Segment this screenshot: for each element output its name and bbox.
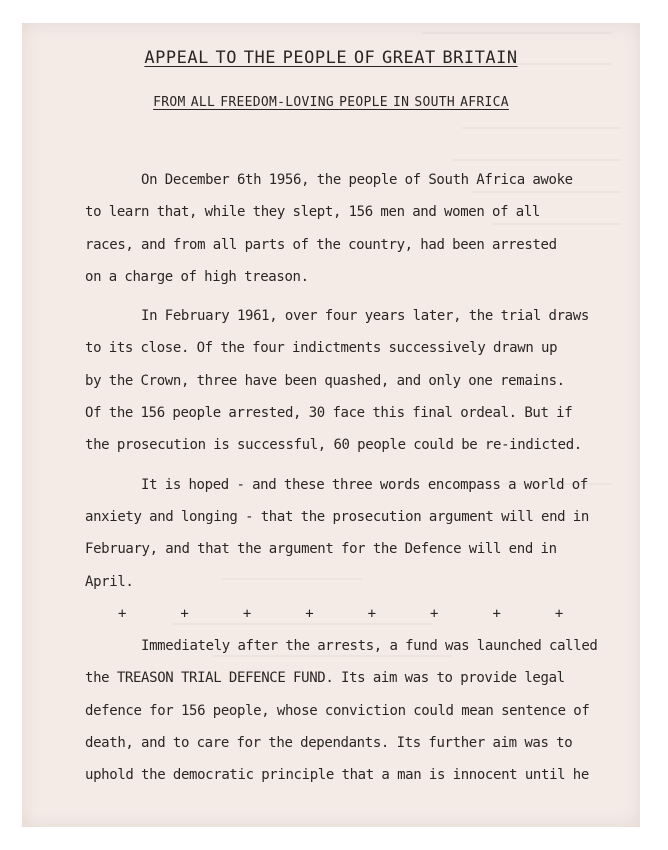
text-line: to learn that, while they slept, 156 men and women of all: [85, 204, 540, 221]
text-line: to its close. Of the four indictments successively drawn up: [85, 340, 558, 357]
document-subtitle: FROM ALL FREEDOM-LOVING PEOPLE IN SOUTH AFRICA: [153, 95, 509, 110]
text-line: on a charge of high treason.: [85, 268, 309, 285]
text-line: February, and that the argument for the Defence will end in: [85, 541, 557, 558]
text-line: Of the 156 people arrested, 30 face this final ordeal. But if: [85, 405, 573, 422]
document-title: APPEAL TO THE PEOPLE OF GREAT BRITAIN: [144, 48, 518, 68]
paragraph-1: [85, 164, 630, 293]
divider-plus: +: [180, 605, 189, 622]
paragraph-3: [85, 469, 630, 598]
divider-plus: +: [492, 605, 501, 622]
divider-plus: +: [118, 605, 127, 622]
text-line: It is hoped - and these three words encompass a world of: [141, 476, 588, 493]
text-line: death, and to care for the dependants. Its further aim was to: [85, 735, 573, 752]
paragraph-4: [85, 630, 630, 791]
paragraph-2: [85, 300, 630, 461]
text-line: In February 1961, over four years later, the trial draws: [141, 308, 589, 325]
text-line: anxiety and longing - that the prosecution argument will end in: [85, 508, 589, 525]
text-line: Immediately after the arrests, a fund was launched called: [141, 638, 598, 655]
text-line: the prosecution is successful, 60 people could be re-indicted.: [85, 437, 582, 454]
section-divider: [118, 598, 563, 630]
document-page: [22, 23, 640, 827]
text-line: April.: [85, 573, 134, 590]
divider-plus: +: [367, 605, 376, 622]
text-line: races, and from all parts of the country, had been arrested: [85, 236, 557, 253]
text-line: the TREASON TRIAL DEFENCE FUND. Its aim was to provide legal: [85, 670, 565, 687]
text-line: uphold the democratic principle that a man is innocent until he: [85, 767, 589, 784]
text-line: by the Crown, three have been quashed, and only one remains.: [85, 372, 565, 389]
divider-plus: +: [242, 605, 251, 622]
divider-plus: +: [554, 605, 563, 622]
text-line: On December 6th 1956, the people of South Africa awoke: [141, 172, 573, 188]
document-body: [85, 164, 630, 792]
divider-plus: +: [430, 605, 439, 622]
divider-plus: +: [305, 605, 314, 622]
text-line: defence for 156 people, whose conviction could mean sentence of: [85, 702, 590, 719]
